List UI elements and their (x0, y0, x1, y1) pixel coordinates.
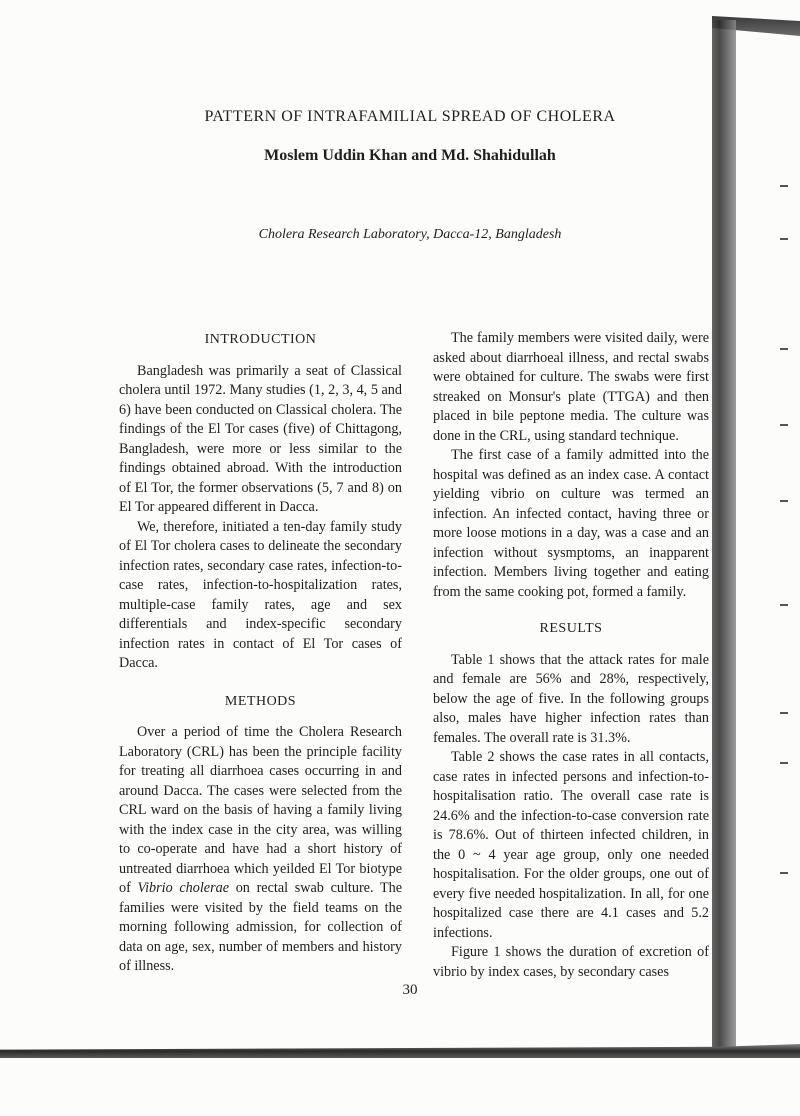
scan-edge-bottom (0, 1044, 800, 1058)
right-column (433, 329, 709, 982)
paper-authors: Moslem Uddin Khan and Md. Shahidullah (264, 147, 556, 164)
methods-text-after: on rectal swab culture. The families were visited by the field teams on the morning following admission, for collection of data on age, sex, number of members and history of illness. (119, 880, 402, 974)
paper-affiliation: Cholera Research Laboratory, Dacca-12, Bangladesh (258, 227, 562, 242)
methods-paragraph-1 (119, 723, 402, 977)
results-paragraph-3: Figure 1 shows the duration of excretion of vibrio by index cases, by secondary cases (433, 944, 709, 980)
results-paragraph-2: Table 2 shows the case rates in all contacts, case rates in infected persons and infection-to-hospitalisation ratio. The overall case rate is 24.6% and the infection-to-case conversion rate is 78.6%. Out of thirteen infected children, in the 0 ~ 4 year age group, only one needed hospitalisation. For the older groups, one out of every five needed hospitalization. In all, for one hospitalized case there are 4.1 cases and 5.2 infections. (433, 749, 709, 941)
intro-paragraph-1: Bangladesh was primarily a seat of Classical cholera until 1972. Many studies (1, 2, 3, 4, 5 and 6) have been conducted on Classical cholera. The findings of the El Tor cases (five) of Chittagong, Bangladesh, were more or less similar to the findings obtained abroad. With the introduction of El Tor, the former observations (5, 7 and 8) on El Tor appeared different in Dacca. (119, 362, 402, 515)
left-column (119, 330, 402, 977)
results-heading: RESULTS (539, 621, 603, 636)
results-paragraph-1: Table 1 shows that the attack rates for male and female are 56% and 28%, respectively, below the age of five. In the following groups also, males have higher infection rates than females. The overall rate is 31.3%. (433, 651, 709, 746)
methods-paragraph-2: The family members were visited daily, were asked about diarrhoeal illness, and rectal swabs were obtained for culture. The swabs were first streaked on Monsur's plate (TTGA) and then placed in bile peptone media. The culture was done in the CRL, using standard technique. (433, 330, 709, 444)
scan-edge-right (712, 20, 736, 1050)
methods-text-before: Over a period of time the Cholera Research Laboratory (CRL) has been the principle facility for treating all diarrhoea cases occurring in and around Dacca. The cases were selected from the CRL ward on the basis of having a family living with the index case in the city area, was willing to co-operate and have had a short history of untreated diarrhoea which yeilded El Tor biotype of (119, 724, 402, 896)
methods-heading: METHODS (224, 693, 297, 709)
introduction-heading: INTRODUCTION (204, 332, 317, 347)
intro-paragraph-2: We, therefore, initiated a ten-day family study of El Tor cholera cases to delineate the secondary infection rates, secondary case rates, infection-to-case rates, infection-to-hospitalization rates, multiple-case family rates, age and sex differentials and index-specific secondary infection rates in contact of El Tor cases of Dacca. (119, 518, 402, 671)
methods-paragraph-3: The first case of a family admitted into the hospital was defined as an index case. A contact yielding vibrio on culture was termed an infection. An infected contact, having three or more loose motions in a day, was a case and an infection without sysmptoms, an inapparent infection. Members living together and eating from the same cooking pot, formed a family. (433, 447, 709, 600)
paper-title: PATTERN OF INTRAFAMILIAL SPREAD OF CHOLERA (204, 108, 616, 125)
species-name: Vibrio cholerae (137, 880, 230, 896)
page-number: 30 (402, 982, 418, 998)
